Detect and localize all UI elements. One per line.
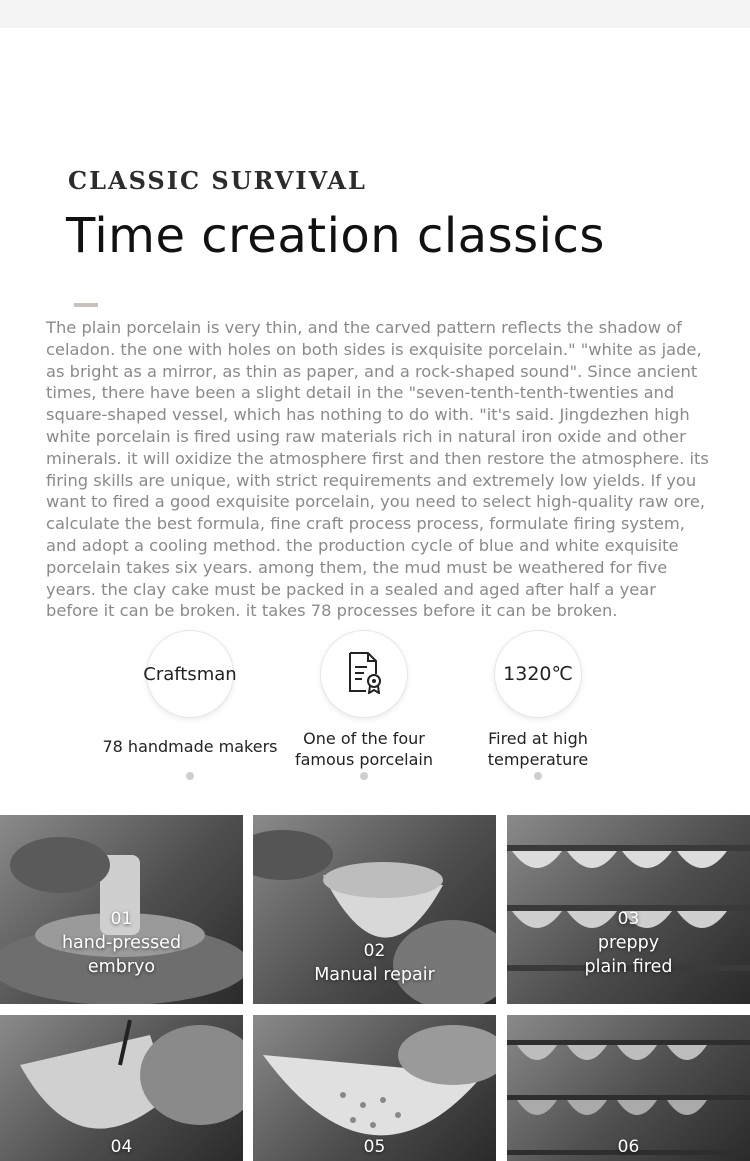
gallery-tile-04	[0, 1015, 243, 1161]
gallery-tile-05	[253, 1015, 496, 1161]
tile-caption	[253, 939, 496, 987]
tile-number: 02	[363, 941, 386, 961]
tile-number: 03	[617, 909, 640, 929]
tile-number: 06	[617, 1137, 640, 1157]
gallery-tile-hand-pressed	[0, 815, 243, 1004]
tile-label-line1: hand-pressed	[61, 933, 182, 953]
tile-number: 01	[110, 909, 133, 929]
feature-circle	[494, 630, 582, 718]
tile-caption	[253, 1135, 496, 1159]
tile-caption	[0, 907, 243, 979]
tile-caption	[0, 1135, 243, 1159]
feature-label	[438, 728, 638, 770]
feature-dot	[534, 772, 542, 780]
top-bar	[0, 0, 750, 28]
tile-number: 04	[110, 1137, 133, 1157]
section-eyebrow: CLASSIC SURVIVAL	[68, 166, 367, 195]
tile-caption	[507, 907, 750, 979]
certificate-document-icon	[344, 650, 384, 698]
gallery-tile-manual-repair	[253, 815, 496, 1004]
page-title: Time creation classics	[66, 208, 605, 264]
feature-label	[264, 728, 464, 770]
temperature-text: 1320℃	[503, 663, 573, 685]
tile-label-line1: Manual repair	[314, 965, 435, 985]
intro-paragraph: The plain porcelain is very thin, and the carved pattern reflects the shadow of celadon. the one with holes on both sides is exquisite porcelain." "white as jade, as bright as a mirror, as thin as paper, and a rock-shaped sound". Since ancient times, there have been a slight detail in the "seven-tenth-tenth-twenties and square-shaped vessel, which has nothing to do with. "it's said. Jingdezhen high white porcelain is fired using raw materials rich in natural iron oxide and other minerals. it will oxidize the atmosphere first and then restore the atmosphere. its firing skills are unique, with strict requirements and extremely low yields. If you want to fired a good exquisite porcelain, you need to select high-quality raw ore, calculate the best formula, fine craft process process, formulate firing system, and adopt a cooling method. the production cycle of blue and white exquisite porcelain takes six years. among them, the mud must be weathered for five years. the clay cake must be packed in a sealed and aged after half a year before it can be broken. it takes 78 processes before it can be broken.	[46, 318, 709, 621]
gallery-tile-06	[507, 1015, 750, 1161]
craftsman-text: Craftsman	[143, 663, 237, 685]
tile-label-line1: preppy	[597, 933, 660, 953]
feature-dot	[360, 772, 368, 780]
tile-caption	[507, 1135, 750, 1159]
feature-label-line1: Fired at high	[488, 729, 588, 748]
feature-circle	[143, 630, 237, 718]
tile-label-line2: embryo	[87, 957, 156, 977]
feature-label: 78 handmade makers	[102, 737, 278, 756]
title-divider	[74, 303, 98, 307]
feature-circle	[320, 630, 408, 718]
feature-label-line2: famous porcelain	[294, 750, 434, 769]
feature-dot	[186, 772, 194, 780]
feature-label-line2: temperature	[487, 750, 589, 769]
tile-label-line2: plain fired	[584, 957, 673, 977]
gallery-tile-plain-fired	[507, 815, 750, 1004]
tile-number: 05	[363, 1137, 386, 1157]
feature-label-line1: One of the four	[303, 729, 425, 748]
